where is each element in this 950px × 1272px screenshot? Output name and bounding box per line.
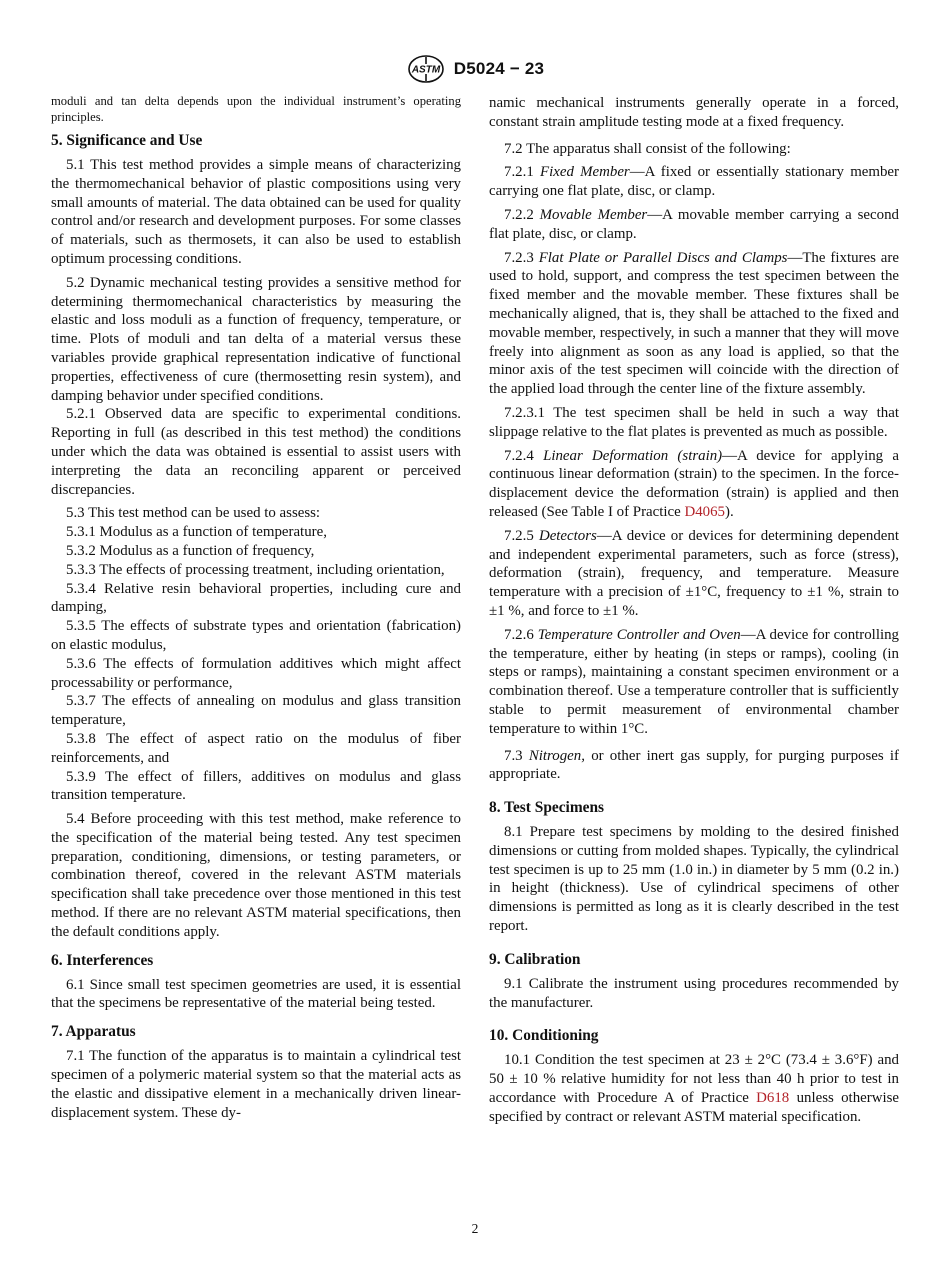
paragraph-10-1: 10.1 Condition the test specimen at 23 ± 2°C (73.4 ± 3.6°F) and 50 ± 10 % relative humidity for not less than 40 h prior to test in accordance with Procedure A of Practice D618 unless otherwise specified by contract or relevant ASTM material specification.	[489, 1052, 899, 1125]
paragraph-5-2-1: 5.2.1 Observed data are specific to experimental conditions. Reporting in full (as described in this test method) the conditions under which the data was obtained is essential to assist users with interpreting the data an reconciling apparent or perceived discrepancies.	[51, 406, 461, 498]
section-8-heading: 8. Test Specimens	[489, 799, 605, 817]
page-header	[0, 52, 950, 86]
paragraph-7-2-2: 7.2.2 Movable Member—A movable member carrying a second flat plate, disc, or clamp.	[489, 206, 899, 242]
paragraph-5-3-4: 5.3.4 Relative resin behavioral properties, including cure and damping,	[51, 580, 461, 616]
paragraph-continuation-right: namic mechanical instruments generally operate in a forced, constant strain amplitude testing mode at a fixed frequency.	[489, 95, 899, 130]
paragraph-7-2-4: 7.2.4 Linear Deformation (strain)—A device for applying a continuous linear deformation (strain) to the specimen. In the force-displacement device the deformation (strain) is applied and then released (See Table I of Practice D4065).	[489, 447, 899, 520]
paragraph-9-1: 9.1 Calibrate the instrument using procedures recommended by the manufacturer.	[489, 975, 899, 1011]
page-number: 2	[471, 1221, 479, 1236]
paragraph-5-3-3: 5.3.3 The effects of processing treatment, including orientation,	[66, 561, 445, 578]
svg-text:ASTM: ASTM	[411, 64, 440, 76]
paragraph-5-3-9: 5.3.9 The effect of fillers, additives on modulus and glass transition temperature.	[51, 768, 461, 804]
paragraph-5-3-8: 5.3.8 The effect of aspect ratio on the modulus of fiber reinforcements, and	[51, 730, 461, 766]
paragraph-7-2-6: 7.2.6 Temperature Controller and Oven—A device for controlling the temperature, either by heating (in steps or ramps), cooling (in steps or ramps), maintaining a constant specimen environment or a combination thereof. Use a temperature controller that is sufficiently stable to permit measurement of environmental chamber temperature to within 1°C.	[489, 626, 899, 737]
section-6-heading: 6. Interferences	[51, 951, 154, 969]
paragraph-5-3-5: 5.3.5 The effects of substrate types and orientation (fabrication) on elastic modulus,	[51, 618, 461, 653]
paragraph-6-1: 6.1 Since small test specimen geometries are used, it is essential that the specimens be representative of the material being tested.	[51, 976, 461, 1012]
left-column	[51, 94, 461, 1122]
practice-d618-link[interactable]: D618	[756, 1090, 790, 1107]
paragraph-7-3: 7.3 Nitrogen, or other inert gas supply, for purging purposes if appropriate.	[489, 747, 899, 783]
astm-logo-icon	[406, 54, 446, 84]
paragraph-7-2-5: 7.2.5 Detectors—A device or devices for determining dependent and independent experimental parameters, such as force (stress), deformation (strain), frequency, and temperature. Measure temperature with a precision of ±1°C, frequency to ±1 %, strain to ±1 %, and force to ±1 %.	[489, 527, 899, 619]
paragraph-7-2-1: 7.2.1 Fixed Member—A fixed or essentially stationary member carrying one flat plate, disc, or clamp.	[489, 164, 899, 200]
paragraph-7-2-3: 7.2.3 Flat Plate or Parallel Discs and Clamps—The fixtures are used to hold, support, and compress the test specimen between the fixed member and the movable member. These fixtures shall be mechanically aligned, that is, they shall be attached to the fixed and movable member, respectively, in such a manner that they will move freely into alignment as soon as any load is applied, so that the minor axis of the test specimen will coincide with the direction of the applied load through the center line of the fixture assembly.	[489, 249, 899, 398]
paragraph-7-1: 7.1 The function of the apparatus is to maintain a cylindrical test specimen of a polymeric material system so that the material acts as the elastic and dissipative element in a mechanically driven linear-displacement system. These dy-	[51, 1048, 461, 1121]
section-5-heading: 5. Significance and Use	[51, 132, 203, 149]
paragraph-5-1: 5.1 This test method provides a simple means of characterizing the thermomechanical behavior of plastic compositions using very small amounts of material. The data obtained can be used for quality control and/or research and development purposes. For some classes of materials, such as thermosets, it can also be used to establish optimum processing conditions.	[51, 157, 461, 267]
paragraph-8-1: 8.1 Prepare test specimens by molding to the desired finished dimensions or cutting from molded shapes. Typically, the cylindrical test specimen is up to 25 mm (1.0 in.) in diameter by 5 mm (0.2 in.) in height (thickness). Use of cylindrical specimens of other dimensions is permitted as long as it is clearly described in the test report.	[489, 824, 899, 935]
section-7-heading: 7. Apparatus	[51, 1023, 136, 1041]
paragraph-continuation: moduli and tan delta depends upon the individual instrument’s operating principles.	[51, 94, 461, 124]
paragraph-5-3-2: 5.3.2 Modulus as a function of frequency,	[66, 542, 315, 559]
paragraph-5-4: 5.4 Before proceeding with this test method, make reference to the specification of the material being tested. Any test specimen preparation, conditioning, dimensions, or testing parameters, or combination thereof, covered in the relevant ASTM materials specification shall take precedence over those mentioned in this test method. If there are no relevant ASTM material specifications, then the default conditions apply.	[51, 811, 461, 940]
right-column	[489, 94, 899, 1127]
section-10-heading: 10. Conditioning	[489, 1027, 599, 1045]
paragraph-5-3: 5.3 This test method can be used to assess:	[66, 505, 321, 522]
practice-d4065-link[interactable]: D4065	[684, 503, 726, 520]
paragraph-5-2: 5.2 Dynamic mechanical testing provides a sensitive method for determining thermomechanical characteristics by measuring the elastic and loss moduli as a function of frequency, temperature, or time. Plots of moduli and tan delta of a material versus these variables provide graphical representation indicative of functional properties, effectiveness of cure (thermosetting resin system), and damping behavior under specified conditions.	[51, 274, 461, 404]
paragraph-5-3-1: 5.3.1 Modulus as a function of temperature,	[66, 524, 327, 541]
paragraph-5-3-7: 5.3.7 The effects of annealing on modulus and glass transition temperature,	[51, 693, 461, 729]
paragraph-7-2-3-1: 7.2.3.1 The test specimen shall be held in such a way that slippage relative to the flat plates is prevented as much as possible.	[489, 404, 899, 440]
document-number: D5024 − 23	[453, 59, 545, 78]
paragraph-5-3-6: 5.3.6 The effects of formulation additives which might affect processability or performance,	[51, 655, 461, 691]
section-9-heading: 9. Calibration	[489, 950, 581, 968]
paragraph-7-2: 7.2 The apparatus shall consist of the following:	[504, 140, 791, 157]
